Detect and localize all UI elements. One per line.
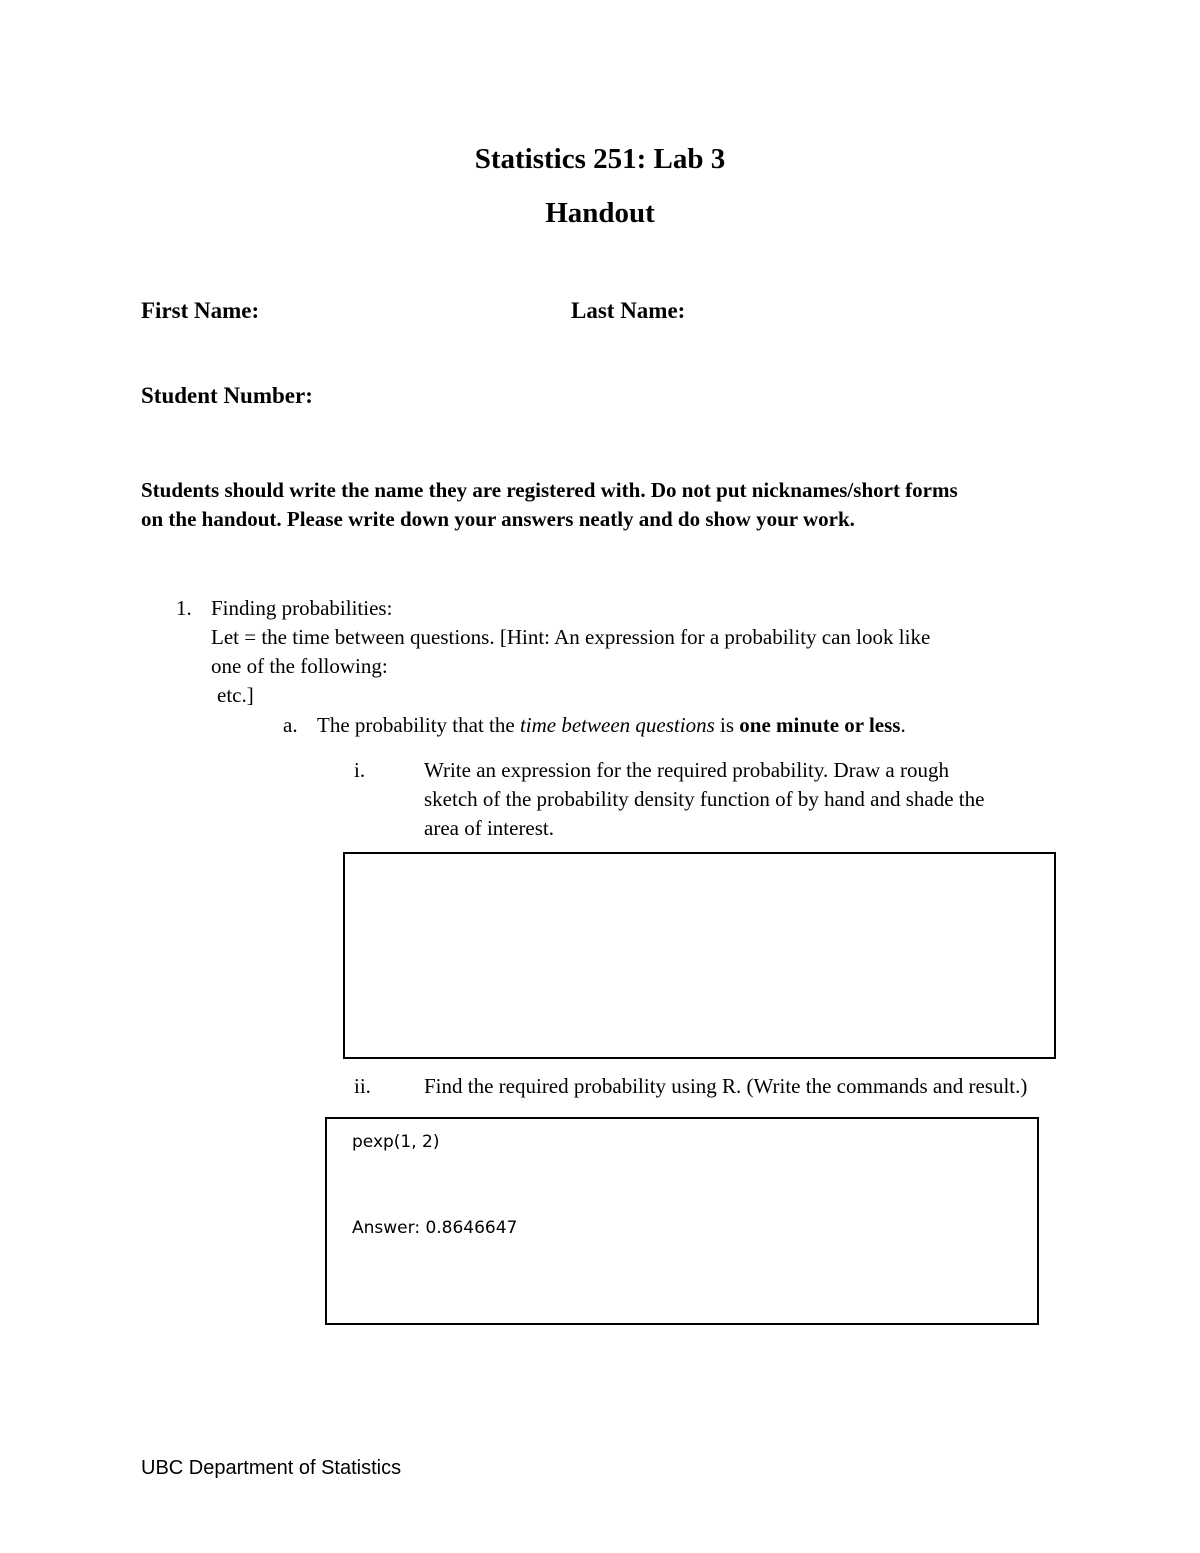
question-hint-line-3: etc.] [217, 683, 254, 707]
part-a-marker: a. [283, 713, 298, 737]
footer-department: UBC Department of Statistics [141, 1457, 402, 1479]
part-a-text [317, 711, 906, 740]
last-name-label: Last Name: [571, 298, 686, 323]
page-subtitle: Handout [545, 197, 655, 229]
instructions-notice [141, 476, 1101, 534]
answer-box-part-ii[interactable] [325, 1117, 1039, 1325]
part-i-line-2: sketch of the probability density function of by hand and shade the [424, 787, 985, 811]
answer-command: pexp(1, 2) [352, 1132, 440, 1152]
answer-box-part-i[interactable] [343, 852, 1056, 1059]
question-number: 1. [176, 596, 192, 620]
answer-result: Answer: 0.8646647 [352, 1218, 518, 1238]
part-ii-marker: ii. [354, 1074, 371, 1098]
first-name-label: First Name: [141, 298, 260, 323]
part-ii-text: Find the required probability using R. (Write the commands and result.) [424, 1074, 1028, 1098]
part-a-text-end: . [900, 713, 906, 737]
part-a-text-bold: one minute or less [739, 713, 901, 737]
part-a-text-pre: The probability that the [317, 713, 520, 737]
part-i-line-1: Write an expression for the required probability. Draw a rough [424, 758, 949, 782]
part-a-text-italic: time between questions [519, 713, 715, 737]
notice-line-1: Students should write the name they are registered with. Do not put nicknames/short forms [141, 478, 958, 502]
question-let-line: Let = the time between questions. [Hint: An expression for a probability can look like [211, 625, 931, 649]
part-a-text-mid: is [714, 713, 740, 737]
student-number-label: Student Number: [141, 383, 313, 408]
part-i-line-3: area of interest. [424, 816, 555, 840]
part-i-marker: i. [354, 758, 366, 782]
question-heading: Finding probabilities: [211, 596, 393, 620]
page-title: Statistics 251: Lab 3 [474, 143, 726, 175]
question-hint-line-2: one of the following: [211, 654, 388, 678]
notice-line-2: on the handout. Please write down your answers neatly and do show your work. [141, 507, 855, 531]
